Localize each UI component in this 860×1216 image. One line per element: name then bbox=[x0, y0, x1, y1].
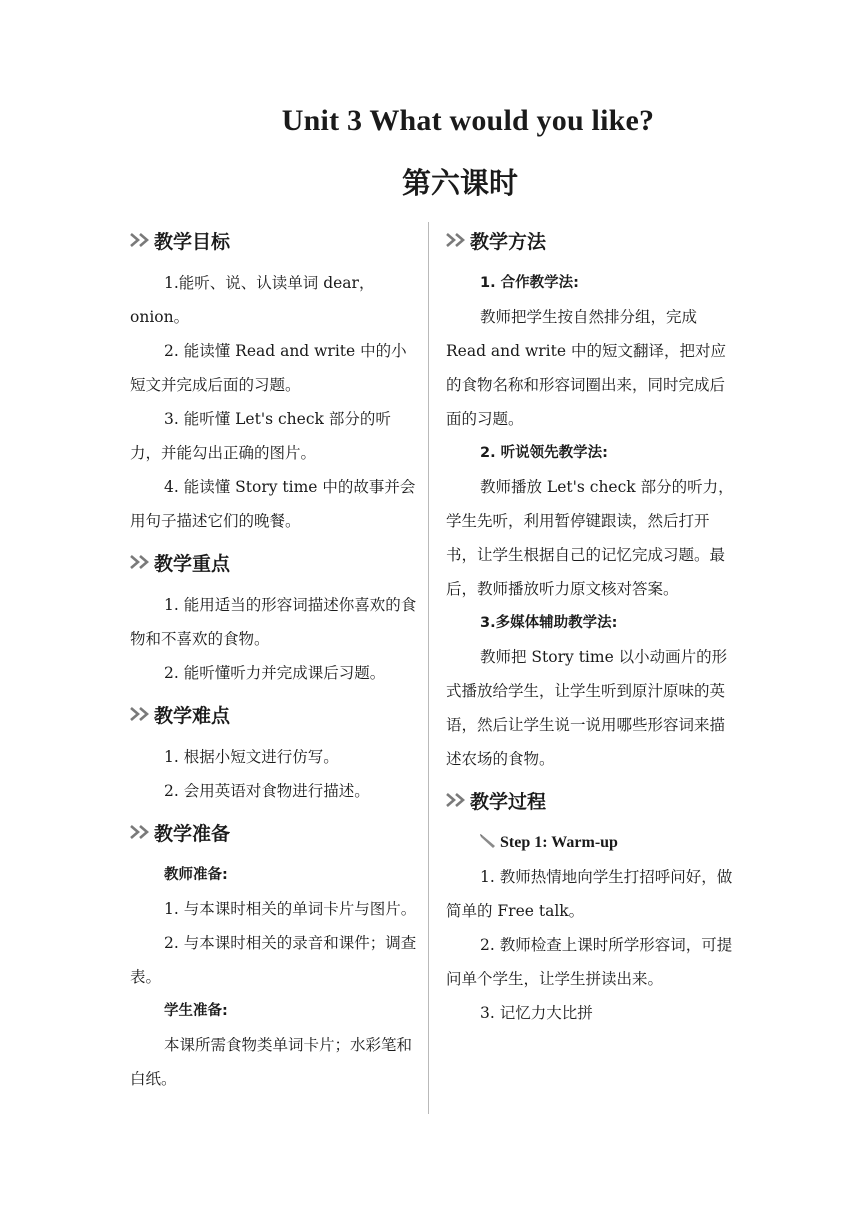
teacher-preparation-item: 1. 与本课时相关的单词卡片与图片。 bbox=[164, 900, 417, 918]
step-title: Step 1: Warm-up bbox=[500, 834, 618, 851]
column-divider bbox=[428, 222, 429, 1114]
teacher-preparation-label: 教师准备: bbox=[164, 867, 228, 883]
section-heading: 教学过程 bbox=[470, 790, 547, 813]
method-text: 教师播放 Let's check 部分的听力，学生先听，利用暂停键跟读，然后打开书，让学生根据自己的记忆完成习题。最后，教师播放听力原文核对答案。 bbox=[446, 478, 734, 598]
difficulty-item: 2. 会用英语对食物进行描述。 bbox=[164, 782, 370, 800]
objective-item: 1.能听、说、认读单词 dear，onion。 bbox=[130, 274, 375, 326]
section-difficulties bbox=[130, 698, 420, 730]
left-column bbox=[130, 224, 420, 1096]
section-key-points bbox=[130, 546, 420, 578]
process-item: 2. 教师检查上课时所学形容词，可提问单个学生，让学生拼读出来。 bbox=[446, 936, 733, 988]
student-preparation-label: 学生准备: bbox=[164, 1003, 228, 1019]
objective-item: 2. 能读懂 Read and write 中的小短文并完成后面的习题。 bbox=[130, 342, 407, 394]
section-heading: 教学目标 bbox=[154, 230, 231, 253]
method-label: 2. 听说领先教学法: bbox=[480, 445, 608, 461]
section-methods bbox=[446, 224, 736, 256]
double-chevron-icon bbox=[130, 825, 152, 839]
section-heading: 教学重点 bbox=[154, 552, 231, 575]
section-process bbox=[446, 784, 736, 816]
double-chevron-icon bbox=[446, 793, 468, 807]
section-heading: 教学难点 bbox=[154, 704, 231, 727]
pen-icon bbox=[480, 833, 498, 854]
key-point-item: 1. 能用适当的形容词描述你喜欢的食物和不喜欢的食物。 bbox=[130, 596, 417, 648]
method-label: 3.多媒体辅助教学法: bbox=[480, 615, 618, 631]
method-text: 教师把学生按自然排分组，完成 Read and write 中的短文翻译，把对应的食物名称和形容词圈出来，同时完成后面的习题。 bbox=[446, 308, 726, 428]
process-item: 1. 教师热情地向学生打招呼问好，做简单的 Free talk。 bbox=[446, 868, 733, 920]
section-heading: 教学方法 bbox=[470, 230, 547, 253]
key-point-item: 2. 能听懂听力并完成课后习题。 bbox=[164, 664, 386, 682]
double-chevron-icon bbox=[130, 555, 152, 569]
double-chevron-icon bbox=[130, 707, 152, 721]
section-heading: 教学准备 bbox=[154, 822, 231, 845]
objective-item: 4. 能读懂 Story time 中的故事并会用句子描述它们的晚餐。 bbox=[130, 478, 416, 530]
objective-item: 3. 能听懂 Let's check 部分的听力，并能勾出正确的图片。 bbox=[130, 410, 391, 462]
double-chevron-icon bbox=[446, 233, 468, 247]
step-heading bbox=[446, 826, 736, 860]
page-title-english: Unit 3 What would you like? bbox=[281, 104, 655, 137]
student-preparation-text: 本课所需食物类单词卡片；水彩笔和白纸。 bbox=[130, 1036, 413, 1088]
teacher-preparation-item: 2. 与本课时相关的录音和课件；调查表。 bbox=[130, 934, 417, 986]
section-preparation bbox=[130, 816, 420, 848]
double-chevron-icon bbox=[130, 233, 152, 247]
process-item: 3. 记忆力大比拼 bbox=[480, 1004, 593, 1022]
method-label: 1. 合作教学法: bbox=[480, 275, 579, 291]
method-text: 教师把 Story time 以小动画片的形式播放给学生，让学生听到原汁原味的英语，然后让学生说一说用哪些形容词来描述农场的食物。 bbox=[446, 648, 728, 768]
section-objectives bbox=[130, 224, 420, 256]
right-column bbox=[446, 224, 736, 1030]
difficulty-item: 1. 根据小短文进行仿写。 bbox=[164, 748, 339, 766]
page-title-chinese: 第六课时 bbox=[401, 166, 518, 200]
